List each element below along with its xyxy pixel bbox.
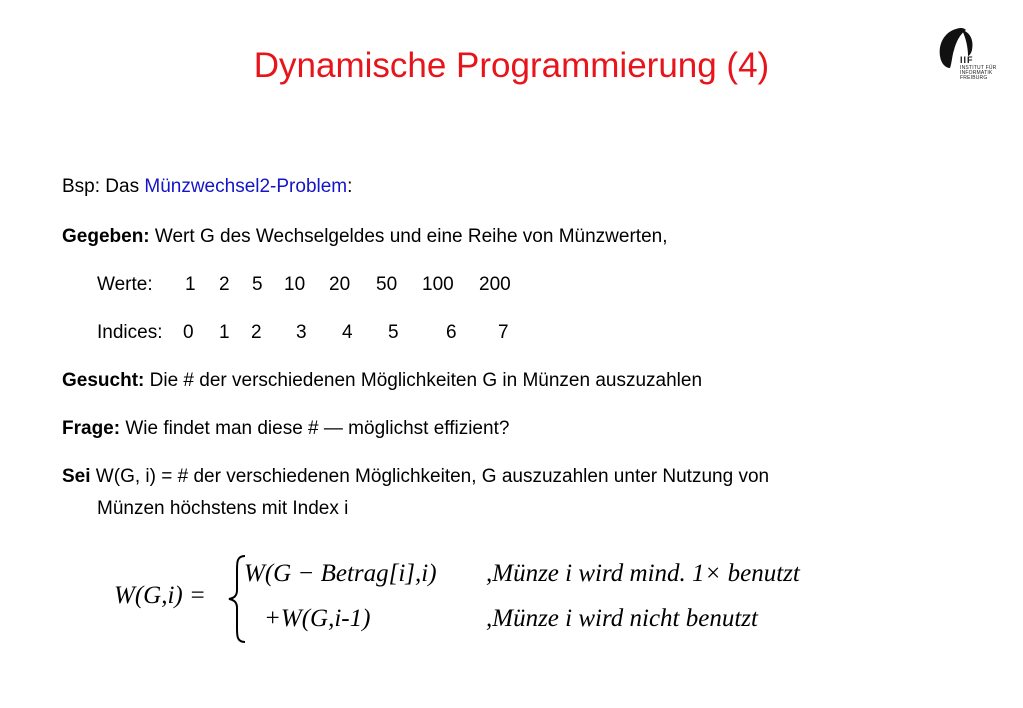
wanted-line: [62, 370, 702, 392]
formula-case2-expression: +W(G,i-1): [264, 605, 371, 632]
question-line: [62, 418, 509, 440]
value-cell: 5: [252, 274, 263, 295]
value-cell: 50: [376, 274, 398, 295]
logo-line-3: FREIBURG: [960, 75, 988, 81]
wanted-label: Gesucht:: [62, 370, 145, 391]
values-row: [0, 274, 1023, 298]
value-cell: 1: [185, 274, 196, 295]
values-label: Werte:: [97, 274, 153, 295]
definition-text: W(G, i) = # der verschiedenen Möglichkeiten, G auszuzahlen unter Nutzung von: [90, 466, 770, 487]
definition-line: [62, 466, 769, 488]
given-text: Wert G des Wechselgeldes und eine Reihe von Münzwerten,: [149, 226, 668, 247]
definition-label: Sei: [62, 466, 91, 487]
problem-name: Münzwechsel2-Problem: [144, 176, 348, 197]
definition-continuation: Münzen höchstens mit Index i: [97, 498, 349, 519]
question-text: Wie findet man diese # — möglichst effizient?: [120, 418, 510, 439]
given-line: [62, 226, 667, 248]
formula-case2-condition: ,Münze i wird nicht benutzt: [486, 605, 758, 632]
example-prefix: Bsp: Das: [62, 176, 145, 197]
value-cell: 100: [422, 274, 454, 295]
logo-line-1: INSTITUT FÜR: [960, 65, 997, 71]
formula-case1-expression: W(G − Betrag[i],i): [244, 560, 437, 587]
slide-title: Dynamische Programmierung (4): [253, 46, 770, 85]
index-cell: 7: [498, 322, 509, 343]
index-cell: 1: [219, 322, 230, 343]
index-cell: 0: [183, 322, 194, 343]
example-suffix: :: [347, 176, 353, 197]
example-line: [62, 176, 352, 198]
value-cell: 200: [479, 274, 511, 295]
formula-case1-condition: ,Münze i wird mind. 1× benutzt: [486, 560, 800, 587]
indices-row: [0, 322, 1023, 346]
value-cell: 10: [284, 274, 306, 295]
question-label: Frage:: [62, 418, 121, 439]
logo-letters: IIF: [960, 55, 974, 65]
index-cell: 6: [446, 322, 457, 343]
indices-label: Indices:: [97, 322, 163, 343]
index-cell: 4: [342, 322, 353, 343]
value-cell: 2: [219, 274, 230, 295]
formula-lhs: W(G,i) =: [114, 582, 206, 609]
wanted-text: Die # der verschiedenen Möglichkeiten G in Münzen auszuzahlen: [144, 370, 703, 391]
logo-line-2: INFORMATIK: [960, 70, 993, 76]
given-label: Gegeben:: [62, 226, 150, 247]
value-cell: 20: [329, 274, 351, 295]
index-cell: 5: [388, 322, 399, 343]
index-cell: 2: [251, 322, 262, 343]
iif-logo: [932, 26, 997, 84]
index-cell: 3: [296, 322, 307, 343]
